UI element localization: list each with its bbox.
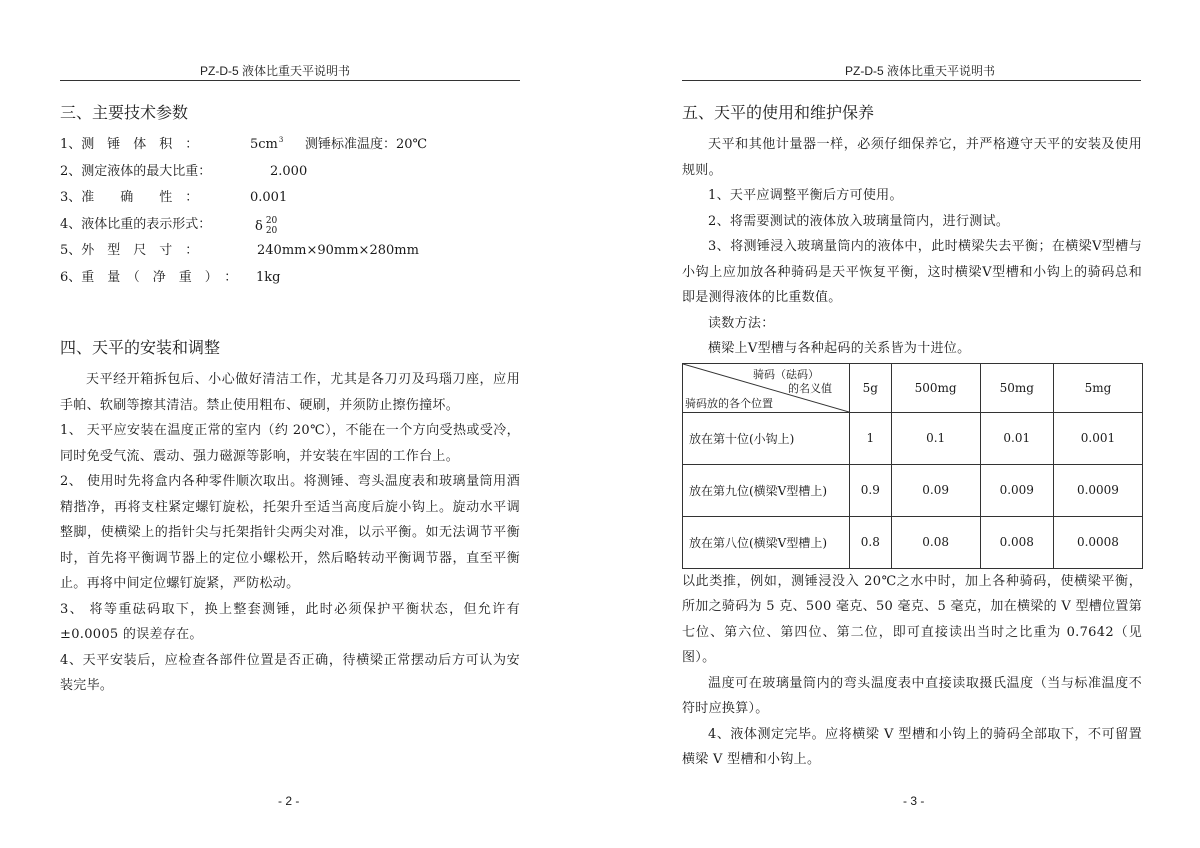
column-header: 5g (850, 363, 892, 412)
section-5-title: 五、天平的使用和维护保养 (682, 103, 875, 122)
table-row (683, 412, 1143, 464)
spec-item-max-gravity (60, 159, 520, 186)
page-number-right: - 3 - (903, 794, 925, 808)
spec-value: 2.000 (270, 163, 308, 179)
spec-label: 6、重 量 （ 净 重 ） ： (60, 269, 238, 285)
paragraph: 读数方法： (708, 315, 775, 331)
corner-label-bottom: 骑码放的各个位置 (685, 396, 773, 410)
paragraph: 温度可在玻璃量筒内的弯头温度表中直接读取摄氏温度（当与标准温度不符时应换算）。 (682, 675, 1142, 716)
paragraph: 3、 将等重砝码取下，换上整套测锤，此时必须保护平衡状态，但允许有±0.0005 的误差存在。 (60, 601, 520, 642)
table-cell: 0.001 (1053, 412, 1142, 464)
paragraph: 天平经开箱拆包后、小心做好清洁工作，尤其是各刀刃及玛瑙刀座，应用手帕、软刷等擦其清洁。禁止使用粗布、硬刷，并须防止擦伤撞坏。 (60, 372, 520, 413)
rider-value-table (682, 363, 1143, 569)
spec-extra: 测锤标准温度：20℃ (305, 137, 428, 152)
corner-label-mid: 的名义值 (788, 381, 832, 395)
table-row (683, 464, 1143, 516)
section-4-title: 四、天平的安装和调整 (60, 338, 221, 357)
page-header-left: PZ-D-5 液体比重天平说明书 (200, 64, 351, 78)
table-cell: 0.8 (850, 516, 892, 568)
spec-label: 3、准 确 性 ： (60, 190, 199, 205)
page-3 (682, 100, 1142, 773)
row-label: 放在第八位(横梁Ⅴ型槽上) (683, 516, 850, 568)
table-cell: 0.008 (980, 516, 1053, 568)
paragraph: 1、天平应调整平衡后方可使用。 (708, 188, 903, 203)
table-cell: 1 (850, 412, 892, 464)
column-header: 50mg (980, 363, 1053, 412)
spec-item-notation (60, 212, 520, 239)
header-rule-right (682, 80, 1141, 81)
spec-label: 4、液体比重的表示形式： (60, 216, 212, 232)
spec-item-volume (60, 132, 520, 159)
row-label: 放在第九位(横梁Ⅴ型槽上) (683, 464, 850, 516)
table-cell: 0.009 (980, 464, 1053, 516)
table-row (683, 516, 1143, 568)
table-cell: 0.1 (891, 412, 980, 464)
spec-label: 5、外 型 尺 寸 ： (60, 243, 199, 258)
paragraph: 3、将测锤浸入玻璃量筒内的液体中，此时横梁失去平衡；在横梁Ⅴ型槽与小钩上应加放各种骑码是天平恢复平衡，这时横梁Ⅴ型槽和小钩上的骑码总和即是测得液体的比重数值。 (682, 239, 1142, 305)
paragraph: 4、液体测定完毕。应将横梁 V 型槽和小钩上的骑码全部取下，不可留置横梁 V 型槽和小钩上。 (682, 726, 1142, 767)
column-header: 5mg (1053, 363, 1142, 412)
row-label: 放在第十位(小钩上) (683, 412, 850, 464)
paragraph: 2、 使用时先将盒内各种零件顺次取出。将测锤、弯头温度表和玻璃量筒用酒精揩净，再将支柱紧定螺钉旋松，托架升至适当高度后旋小钩上。旋动水平调整脚，使横梁上的指针尖与托架指针尖两尖对准，以示平衡。如无法调节平衡时，首先将平衡调节器上的定位小螺松开，然后略转动平衡调节器，直至平衡止。再将中间定位螺钉旋紧，严防松动。 (60, 474, 520, 591)
paragraph: 1、 天平应安装在温度正常的室内（约 20℃），不能在一个方向受热或受冷，同时免受气流、震动、强力磁源等影响，并安装在牢固的工作台上。 (60, 423, 520, 464)
spec-item-dimensions (60, 238, 520, 265)
page-number-left: - 2 - (278, 794, 300, 808)
paragraph: 天平和其他计量器一样，必须仔细保养它，并严格遵守天平的安装及使用规则。 (682, 137, 1142, 178)
paragraph: 4、天平安装后，应检查各部件位置是否正确，待横梁正常摆动后方可认为安装完毕。 (60, 652, 520, 693)
paragraph: 横梁上Ⅴ型槽与各种起码的关系皆为十进位。 (708, 341, 971, 356)
table-cell: 0.9 (850, 464, 892, 516)
column-header: 500mg (891, 363, 980, 412)
table-cell: 0.01 (980, 412, 1053, 464)
superscript: 3 (278, 136, 284, 144)
spec-label: 2、测定液体的最大比重： (60, 163, 212, 179)
spec-list (60, 132, 520, 291)
spec-item-weight (60, 265, 520, 292)
corner-label-top: 骑码（砝码） (753, 367, 819, 381)
header-rule-left (60, 80, 520, 81)
table-header-row (683, 363, 1143, 412)
spec-item-accuracy (60, 185, 520, 212)
table-cell: 0.0009 (1053, 464, 1142, 516)
delta-notation: δ 20 20 (255, 216, 278, 236)
table-corner-cell (683, 363, 850, 412)
paragraph: 2、将需要测试的液体放入玻璃量筒内，进行测试。 (708, 213, 1010, 229)
page-2 (60, 100, 520, 699)
spec-value: 240mm×90mm×280mm (257, 243, 419, 258)
paragraph: 以此类推，例如，测锤浸没入 20℃之水中时，加上各种骑码，使横梁平衡，所加之骑码为 5 克、500 毫克、50 毫克、5 毫克，加在横梁的 V 型槽位置第七位、第六位、第四位、第二位，即可直接读出当时之比重为 0.7642（见图）。 (682, 573, 1142, 665)
table-cell: 0.08 (891, 516, 980, 568)
spec-label: 1、测 锤 体 积 ： (60, 137, 199, 152)
table-cell: 0.09 (891, 464, 980, 516)
spec-value: 1kg (256, 269, 281, 285)
section-3-title: 三、主要技术参数 (60, 103, 189, 122)
spec-value: $5cm^3$ (250, 136, 284, 152)
table-cell: 0.0008 (1053, 516, 1142, 568)
spec-value: 0.001 (250, 190, 288, 205)
page-header-right: PZ-D-5 液体比重天平说明书 (845, 64, 996, 78)
